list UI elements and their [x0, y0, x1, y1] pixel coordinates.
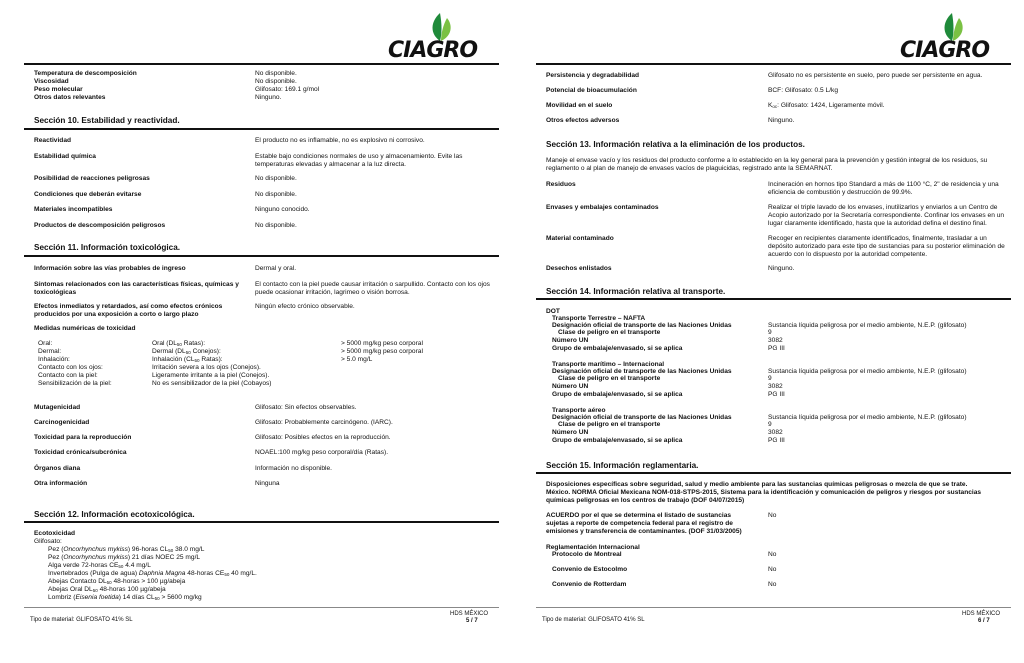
transport-value: Sustancia líquida peligrosa por el medio ambiente, N.E.P. (glifosato) — [768, 322, 967, 329]
row-label: Reactividad — [34, 137, 72, 144]
prop-value: No disponible. — [255, 78, 297, 85]
row-value: Incineración en hornos tipo Standard a más de 1100 °C, 2" de residencia y una eficiencia de combustión y destrucción de 99.9%. — [768, 181, 999, 196]
transport-label: Designación oficial de transporte de las Naciones Unidas — [552, 414, 732, 421]
footer-page: 6 / 7 — [978, 618, 990, 624]
measure-route: Oral: — [38, 340, 53, 347]
section-rule — [24, 521, 499, 523]
prop-label: Otros datos relevantes — [34, 94, 106, 101]
row-label: Condiciones que deberán evitarse — [34, 191, 142, 198]
measure-test: Oral ($DL_{50}$ Ratas): — [152, 340, 206, 347]
transport-value: PG III — [768, 437, 785, 444]
convention-value: No — [768, 581, 777, 588]
ciagro-logo — [388, 12, 484, 63]
section-rule — [24, 255, 499, 257]
row-label: Envases y embalajes contaminados — [546, 204, 659, 211]
row-label: Otros efectos adversos — [546, 117, 620, 124]
prop-label: Viscosidad — [34, 78, 69, 85]
measure-test: No es sensibilizador de la piel (Cobayos) — [152, 380, 272, 387]
convention-label: Convenio de Rotterdam — [552, 581, 627, 588]
header-rule — [536, 63, 1011, 65]
convention-value: No — [768, 551, 777, 558]
row-label: Síntomas relacionados con las características físicas, químicas y toxicológicas — [34, 281, 239, 296]
measure-route: Contacto con la piel: — [38, 372, 98, 379]
eco-line: Lombriz (Eisenia foetida) 14 días $CL_{50} > 5600$ mg/kg — [48, 594, 202, 601]
measure-route: Dermal: — [38, 348, 62, 355]
transport-heading: Transporte aéreo — [552, 407, 606, 414]
section-10-title: Sección 10. Estabilidad y reactividad. — [34, 116, 180, 125]
row-value: Realizar el triple lavado de los envases, inutilizarlos y enviarlos a un Centro de Acopio autorizado por la Secretaría correspondiente. Confinar los envases en un lugar claramente identificado, hasta que la autoridad defina el destino final. — [768, 204, 1005, 227]
row-value: NOAEL:100 mg/kg peso corporal/día (Ratas). — [255, 449, 389, 456]
transport-heading: Transporte marítimo – Internacional — [552, 361, 665, 368]
row-value: Glifosato: Probablemente carcinógeno. (IARC). — [255, 419, 393, 426]
measure-test: Dermal ($DL_{50}$ Conejos): — [152, 348, 221, 355]
footer-material: Tipo de material: GLIFOSATO 41% SL — [542, 617, 645, 623]
row-value: $K_{oc}$: Glifosato: 1424, Ligeramente móvil. — [768, 102, 885, 109]
prop-value: Glifosato: 169.1 g/mol — [255, 86, 320, 93]
transport-label: Grupo de embalaje/envasado, si se aplica — [552, 391, 683, 398]
transport-heading: Transporte Terrestre – NAFTA — [552, 315, 646, 322]
transport-value: 9 — [768, 329, 772, 336]
measure-route: Inhalación: — [38, 356, 70, 363]
row-value: Ninguno. — [768, 265, 795, 272]
row-label: Productos de descomposición peligrosos — [34, 222, 166, 229]
measure-result: > 5.0 mg/L — [341, 356, 373, 363]
row-label: Información sobre las vías probables de ingreso — [34, 265, 186, 272]
row-value: Estable bajo condiciones normales de uso y almacenamiento. Evite las temperaturas elevadas y almacenar a la luz directa. — [255, 153, 463, 168]
eco-line: Pez (Oncorhynchus mykiss) 21 días NOEC 25 mg/L — [48, 554, 201, 561]
logo-text: CIAGRO — [900, 38, 990, 63]
footer-hds: HDS MÉXICO — [962, 611, 1001, 617]
row-label: Persistencia y degradabilidad — [546, 72, 640, 79]
transport-value: 9 — [768, 375, 772, 382]
eco-line: Alga verde 72-horas $CE_{50}$ 4.4 mg/L — [48, 562, 151, 569]
acuerdo-label: ACUERDO por el que se determina el listado de sustancias sujetas a reporte de competencia federal para el registro de emisiones y transferencia de contaminantes. (DOF 31/03/2005) — [546, 512, 742, 535]
ciagro-logo — [900, 12, 996, 63]
transport-value: 3082 — [768, 337, 783, 344]
eco-line: Abejas Contacto $DL_{50}$ 48-horas > 100 µg/abeja — [48, 578, 186, 585]
footer-rule — [24, 607, 499, 608]
footer-page: 5 / 7 — [466, 618, 478, 624]
eco-title: Ecotoxicidad — [34, 530, 76, 537]
row-value: Información no disponible. — [255, 465, 332, 472]
row-value: Ninguno conocido. — [255, 206, 310, 213]
transport-value: 9 — [768, 421, 772, 428]
transport-label: Clase de peligro en el transporte — [558, 375, 661, 382]
row-value: Dermal y oral. — [255, 265, 297, 272]
row-label: Estabilidad química — [34, 153, 96, 160]
row-value: El contacto con la piel puede causar irritación o sarpullido. Contacto con los ojos puede ocasionar irritación, lagrimeo o visión borrosa. — [255, 281, 490, 296]
prop-label: Peso molecular — [34, 86, 83, 93]
transport-value: Sustancia líquida peligrosa por el medio ambiente, N.E.P. (glifosato) — [768, 414, 967, 421]
transport-label: Clase de peligro en el transporte — [558, 421, 661, 428]
prop-value: No disponible. — [255, 70, 297, 77]
row-value: BCF: Glifosato: 0.5 L/kg — [768, 87, 838, 94]
measure-route: Sensibilización de la piel: — [38, 380, 112, 387]
transport-label: Número UN — [552, 337, 589, 344]
measure-test: Irritación severa a los ojos (Conejos). — [152, 364, 261, 371]
convention-value: No — [768, 566, 777, 573]
page-6 — [512, 0, 1024, 663]
row-label: Posibilidad de reacciones peligrosas — [34, 175, 150, 182]
section-14-title: Sección 14. Información relativa al transporte. — [546, 287, 726, 296]
row-value: Ningún efecto crónico observable. — [255, 303, 355, 310]
row-label: Mutagenicidad — [34, 404, 81, 411]
measure-route: Contacto con los ojos: — [38, 364, 103, 371]
row-label: Residuos — [546, 181, 576, 188]
transport-value: PG III — [768, 391, 785, 398]
row-value: El producto no es inflamable, no es explosivo ni corrosivo. — [255, 137, 425, 144]
section-rule — [536, 298, 1011, 300]
measures-title: Medidas numéricas de toxicidad — [34, 325, 136, 332]
section-rule — [536, 472, 1011, 474]
row-label: Desechos enlistados — [546, 265, 612, 272]
transport-label: Número UN — [552, 429, 589, 436]
transport-label: Grupo de embalaje/envasado, si se aplica — [552, 345, 683, 352]
measure-result: > 5000 mg/kg peso corporal — [341, 340, 423, 347]
prop-value: Ninguno. — [255, 94, 282, 101]
transport-value: 3082 — [768, 429, 783, 436]
eco-line: Abejas Oral $DL_{50}$ 48-horas 100 µg/abeja — [48, 586, 166, 593]
section-15-intro: Disposiciones específicas sobre seguridad, salud y medio ambiente para las sustancias químicas peligrosas o mezcla de que se trate. México. NORMA Oficial Mexicana NOM-018-STPS-2015, Sistema para la identificación y comunicación de peligros y riesgos por sustancias químicas peligrosas en los centros de trabajo (DOF 04/07/2015) — [546, 481, 982, 504]
row-value: Recoger en recipientes claramente identificados, finalmente, trasladar a un depósito autorizado para este tipo de sustancias para su posterior eliminación de acuerdo con lo dispuesto por la autoridad competente. — [768, 235, 1005, 258]
measure-result: > 5000 mg/kg peso corporal — [341, 348, 423, 355]
intl-title: Reglamentación Internacional — [546, 544, 640, 551]
transport-value: 3082 — [768, 383, 783, 390]
row-label: Toxicidad crónica/subcrónica — [34, 449, 127, 456]
eco-line: Invertebrados (Pulga de agua) Daphnia Magna 48-horas $CE_{50}$ 40 mg/L. — [48, 570, 257, 577]
row-value: No disponible. — [255, 175, 297, 182]
transport-label: Designación oficial de transporte de las Naciones Unidas — [552, 368, 732, 375]
footer-rule — [536, 607, 1011, 608]
eco-line: Pez (Oncorhynchus mykiss) 96-horas $CL_{50}$ 38.0 mg/L — [48, 546, 205, 553]
row-label: Carcinogenicidad — [34, 419, 90, 426]
section-11-title: Sección 11. Información toxicológica. — [34, 243, 181, 252]
acuerdo-value: No — [768, 512, 777, 519]
row-label: Toxicidad para la reproducción — [34, 434, 132, 441]
convention-label: Protocolo de Montreal — [552, 551, 622, 558]
transport-label: Número UN — [552, 383, 589, 390]
footer-hds: HDS MÉXICO — [450, 611, 489, 617]
row-value: Ninguna — [255, 480, 280, 487]
dot-label: DOT — [546, 308, 560, 315]
logo-text: CIAGRO — [388, 38, 478, 63]
row-label: Órganos diana — [34, 465, 81, 472]
row-label: Potencial de bioacumulación — [546, 87, 637, 94]
row-value: No disponible. — [255, 191, 297, 198]
transport-value: Sustancia líquida peligrosa por el medio ambiente, N.E.P. (glifosato) — [768, 368, 967, 375]
row-label: Otra información — [34, 480, 88, 487]
eco-line: Glifosato: — [34, 538, 62, 545]
row-value: Glifosato no es persistente en suelo, pero puede ser persistente en agua. — [768, 72, 983, 79]
row-label: Materiales incompatibles — [34, 206, 113, 213]
header-rule — [24, 63, 499, 65]
row-label: Efectos inmediatos y retardados, así como efectos crónicos producidos por una exposición a corto o largo plazo — [34, 303, 223, 318]
prop-label: Temperatura de descomposición — [34, 70, 137, 77]
section-12-title: Sección 12. Información ecotoxicológica. — [34, 510, 195, 519]
footer-material: Tipo de material: GLIFOSATO 41% SL — [30, 617, 133, 623]
row-value: No disponible. — [255, 222, 297, 229]
section-rule — [24, 128, 499, 130]
row-label: Material contaminado — [546, 235, 614, 242]
measure-test: Inhalación ($CL_{50}$ Ratas): — [152, 356, 223, 363]
section-13-intro: Maneje el envase vacío y los residuos del producto conforme a lo establecido en la ley general para la prevención y gestión integral de los residuos, su reglamento o al plan de manejo de envases vacíos de plaguicidas, registrado ante la SEMARNAT. — [546, 157, 988, 172]
row-label: Movilidad en el suelo — [546, 102, 613, 109]
row-value: Glifosato: Posibles efectos en la reproducción. — [255, 434, 391, 441]
transport-label: Grupo de embalaje/envasado, si se aplica — [552, 437, 683, 444]
transport-label: Clase de peligro en el transporte — [558, 329, 661, 336]
transport-label: Designación oficial de transporte de las Naciones Unidas — [552, 322, 732, 329]
section-15-title: Sección 15. Información reglamentaria. — [546, 461, 699, 470]
row-value: Ninguno. — [768, 117, 795, 124]
measure-test: Ligeramente irritante a la piel (Conejos). — [152, 372, 270, 379]
convention-label: Convenio de Estocolmo — [552, 566, 628, 573]
section-13-title: Sección 13. Información relativa a la eliminación de los productos. — [546, 140, 805, 149]
transport-value: PG III — [768, 345, 785, 352]
row-value: Glifosato: Sin efectos observables. — [255, 404, 357, 411]
